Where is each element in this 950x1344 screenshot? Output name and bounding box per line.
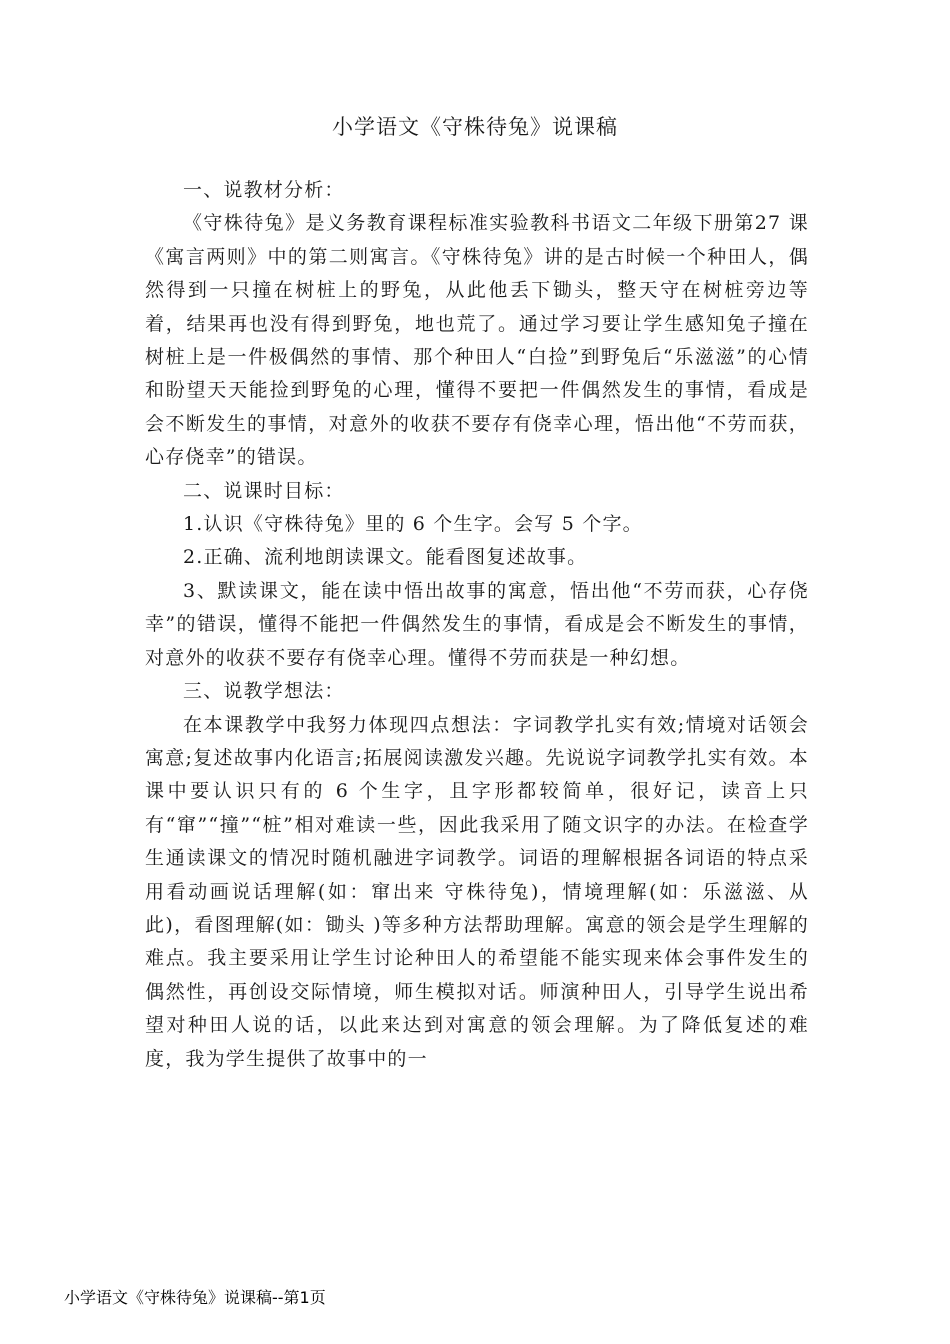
page-footer: 小学语文《守株待兔》说课稿--第1页 (64, 1288, 326, 1307)
goal-item-1: 1.认识《守株待兔》里的 6 个生字。会写 5 个字。 (183, 513, 643, 536)
document-body (145, 174, 809, 1076)
document-title: 小学语文《守株待兔》说课稿 (332, 115, 618, 139)
section-heading-lesson-goals: 二、说课时目标： (183, 479, 345, 502)
goal-item-3: 3、默读课文，能在读中悟出故事的寓意，悟出他“不劳而获，心存侥幸”的错误，懂得不能把一件偶然发生的事情，看成是会不断发生的事情，对意外的收获不要存有侥幸心理。懂得不劳而获是一种幻想。 (145, 579, 809, 669)
section-heading-textbook-analysis: 一、说教材分析： (183, 179, 345, 201)
section-heading-teaching-ideas: 三、说教学想法： (183, 680, 345, 703)
goal-item-2: 2.正确、流利地朗读课文。能看图复述故事。 (183, 546, 588, 569)
paragraph-teaching-ideas: 在本课教学中我努力体现四点想法：字词教学扎实有效;情境对话领会寓意;复述故事内化语言;拓展阅读激发兴趣。先说说字词教学扎实有效。本课中要认识只有的 6 个生字，且字形都较简单，很好记，读音上只有“窜”“撞”“桩”相对难读一些，因此我采用了随文识字的办法。在检查学生通读课文的情况时随机融进字词教学。词语的理解根据各词语的特点采用看动画说话理解(如：窜出来 守株待兔)，情境理解(如：乐滋滋、从此)，看图理解(如：锄头 )等多种方法帮助理解。寓意的领会是学生理解的难点。我主要采用让学生讨论种田人的希望能不能实现来体会事件发生的偶然性，再创设交际情境，师生模拟对话。师演种田人，引导学生说出希望对种田人说的话，以此来达到对寓意的领会理解。为了降低复述的难度，我为学生提供了故事中的一 (145, 713, 809, 1070)
paragraph-textbook-analysis: 《守株待兔》是义务教育课程标准实验教科书语文二年级下册第27 课《寓言两则》中的第二则寓言。《守株待兔》讲的是古时候一个种田人，偶然得到一只撞在树桩上的野兔，从此他丢下锄头，整天守在树桩旁边等着，结果再也没有得到野兔，地也荒了。通过学习要让学生感知兔子撞在树桩上是一件极偶然的事情、那个种田人“白捡”到野兔后“乐滋滋”的心情和盼望天天能捡到野兔的心理，懂得不要把一件偶然发生的事情，看成是会不断发生的事情，对意外的收获不要存有侥幸心理，悟出他“不劳而获，心存侥幸”的错误。 (145, 212, 809, 469)
